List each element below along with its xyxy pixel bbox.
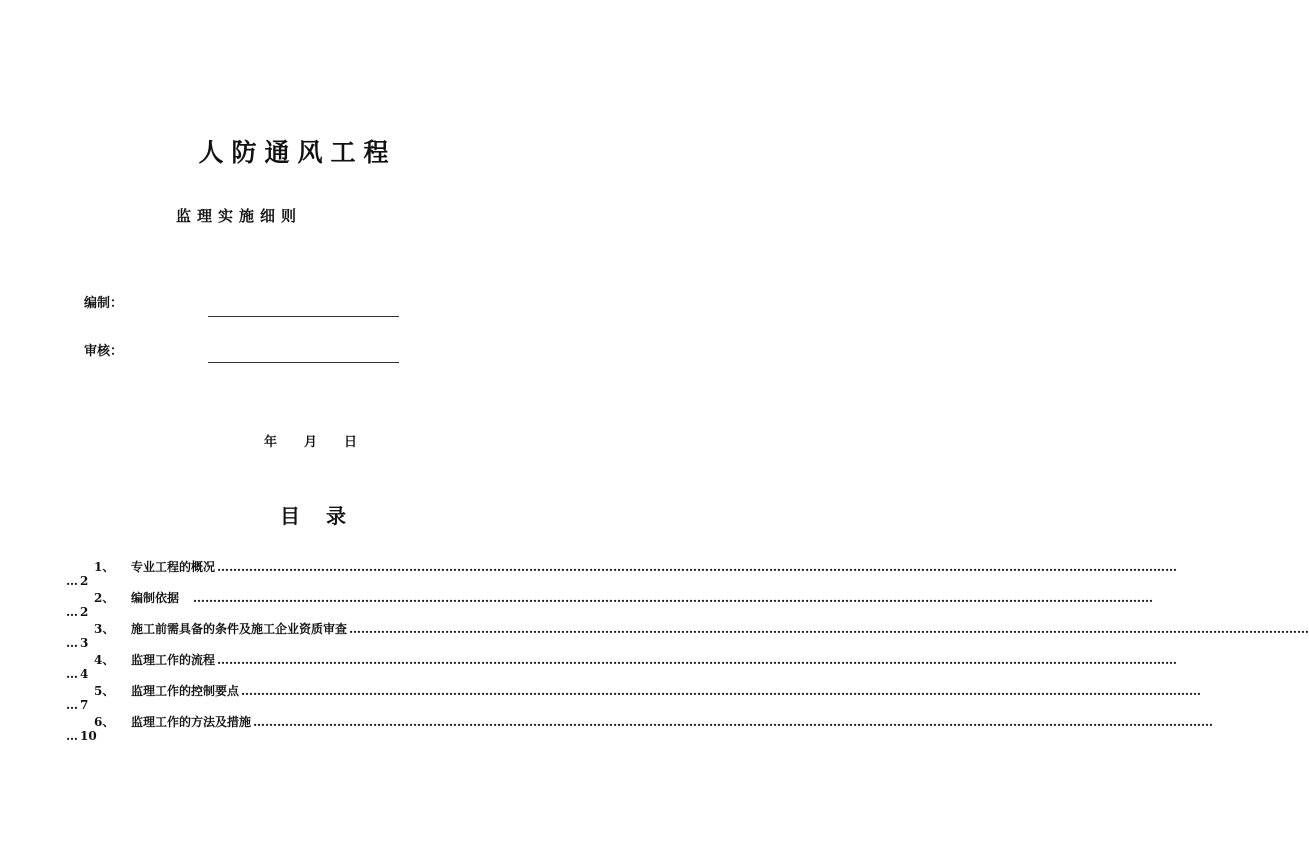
toc-entry-number: 3、 xyxy=(94,622,115,636)
toc-entry-number: 1、 xyxy=(94,560,115,574)
toc-entry-page: 2 xyxy=(80,605,89,619)
reviewed-by-label: 审核： xyxy=(84,344,124,359)
toc-leader-dots-continued: … xyxy=(66,667,78,681)
toc-entry-page: 7 xyxy=(80,698,89,712)
toc-entry[interactable] xyxy=(66,651,1178,681)
toc-leader-dots: …………………………………………………………………………………………………………………………………………………………………………………………………………………… xyxy=(217,653,1178,667)
toc-entry-title: 监理工作的流程 xyxy=(131,653,216,667)
toc-entry-title: 专业工程的概况 xyxy=(131,560,216,574)
toc-entry-number: 6、 xyxy=(94,715,115,729)
toc-entry-page: 3 xyxy=(80,636,89,650)
toc-leader-dots-continued: … xyxy=(66,605,78,619)
toc-entry-page: 4 xyxy=(80,667,89,681)
toc-entry-title: 编制依据 xyxy=(131,591,180,605)
toc-leader-dots: …………………………………………………………………………………………………………………………………………………………………………………………………………………… xyxy=(217,560,1178,574)
toc-entry-title: 监理工作的方法及措施 xyxy=(131,715,252,729)
toc-entry[interactable] xyxy=(66,558,1178,588)
document-subtitle: 监理实施细则 xyxy=(176,207,303,225)
date-month-label: 月 xyxy=(304,435,318,450)
date-year-label: 年 xyxy=(264,435,278,450)
prepared-by-label: 编制： xyxy=(84,296,124,311)
toc-entry-page: 2 xyxy=(80,574,89,588)
toc-entry-number: 5、 xyxy=(94,684,115,698)
toc-title: 目录 xyxy=(280,504,372,528)
toc-entry[interactable] xyxy=(66,682,1202,712)
toc-leader-dots: …………………………………………………………………………………………………………………………………………………………………………………………………………………… xyxy=(253,715,1214,729)
toc-leader-dots-continued: … xyxy=(66,698,78,712)
toc-leader-dots: …………………………………………………………………………………………………………………………………………………………………………………………………………………… xyxy=(349,622,1309,636)
toc-entry-number: 4、 xyxy=(94,653,115,667)
toc-entry[interactable] xyxy=(66,713,1214,743)
toc-leader-dots: …………………………………………………………………………………………………………………………………………………………………………………………………………………… xyxy=(193,591,1154,605)
reviewed-by-signature-line xyxy=(208,362,399,363)
toc-leader-dots-continued: … xyxy=(66,574,78,588)
date-day-label: 日 xyxy=(344,435,358,450)
toc-entry-number: 2、 xyxy=(94,591,115,605)
toc-entry[interactable] xyxy=(66,620,1309,650)
toc-entry-title: 监理工作的控制要点 xyxy=(131,684,240,698)
toc-entry-page: 10 xyxy=(80,729,97,743)
toc-leader-dots: …………………………………………………………………………………………………………………………………………………………………………………………………………………… xyxy=(241,684,1202,698)
toc-leader-dots-continued: … xyxy=(66,729,78,743)
document-title: 人防通风工程 xyxy=(198,138,397,167)
toc-entry[interactable] xyxy=(66,589,1154,619)
prepared-by-signature-line xyxy=(208,316,399,317)
toc-entry-title: 施工前需具备的条件及施工企业资质审查 xyxy=(131,622,348,636)
toc-leader-dots-continued: … xyxy=(66,636,78,650)
